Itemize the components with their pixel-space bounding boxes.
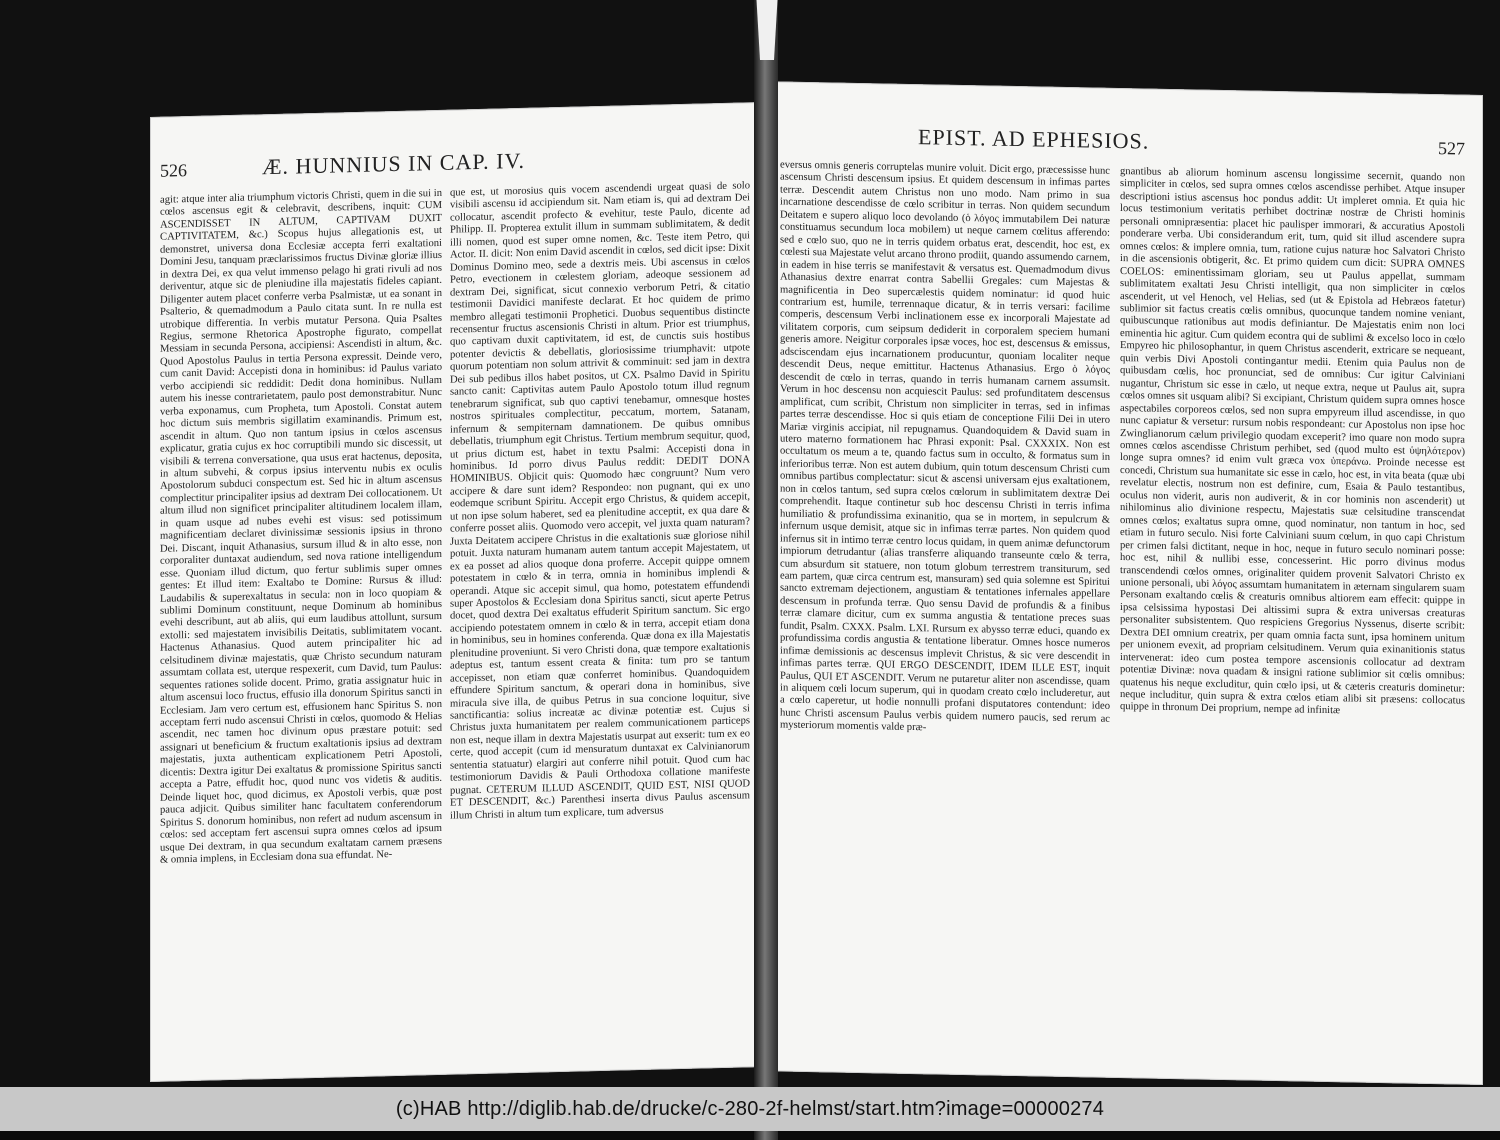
left-col1-text: agit: atque inter alia triumphum victoris Christi, quem in die sui in cœlos ascensus egit & celebravit, describens, inquit: CUM ASCENDISSET IN ALTUM, CAPTIVAM DUXIT CAPTIVITATEM, &c.) Scopus hujus allegationis est, ut demonstret, universa dona Ecclesiæ accepta ferri exaltationi Domini Jesu, tanquam præclarissimos fructus Divinæ gloriæ illius in dextra Dei, ex qua velut immenso pelago hi grati rivuli ad nos deriventur, atque sic de pleniudine illa majestatis fideles capiant. Diligenter autem placet conferre verba Psalmistæ, ut ea sonant in Psalterio, & quemadmodum a Paulo citata sunt. In re nulla est utrobique differentia. In verbis mutatur Persona. Quia Psaltes Regius, sermone Rhetorica Apostrophe figurato, compellat Messiam in secunda Persona, accipiensi: Ascendisti in altum, &c. Quod Apostolus Paulus in tertia Persona expressit. Deinde vero, cum canit David: Accepisti dona in hominibus: id Paulus variato verbo accipiendi sic reddidit: Dedit dona hominibus. Nullam autem his inesse contrarietatem, paulo post demonstrabitur. Nunc verba exponamus, cum Propheta, tum Apostoli. Constat autem hoc dictum suis membris sigillatim examinandis. Primum est, ascendit in altum. Quo non tantum ipsius in cœlos ascensus explicatur, gratia cujus ex hoc corruptibili mundo sic discessit, ut visibili & terrena conversatione, qua usus erat hactenus, deposita, in altum subvehi, & corpus ipsius interventu nubis ex oculis Apostolorum subduci conspectum est. Sed hic in altum ascensus complectitur principaliter ipsius ad dextram Dei collocationem. Ut altum illud non significet principaliter altitudinem localem illam, in quam usque ad nubes evehi est visus: sed potissimum magnificentiam declaret divinissimæ sessionis ipsius in throno Dei. Discant, inquit Athanasius, sursum illud & in alto esse, non corporaliter duntaxat audiendum, sed nova ratione intelligendum esse. Quoniam illud dictum, quo fertur sublimis super omnes gentes: Et illud item: Exaltabo te Domine: Rursus & illud: Laudabilis & superexaltatus in secula: non in loco quopiam & sublimi Dominum constituunt, neque Dominum ab hominibus evehi describunt, aut ab aliis, qui eum laudibus attollunt, sursum extolli: sed majestatem invisibilis Deitatis, sublimitatem vocant. Hactenus Athanasius. Quod autem principaliter hic ad celsitudinem divinæ majestatis, quæ Christo secundum naturam assumtam collata est, uterque respexerit, cum David, tum Paulus: sequentes rationes solide docent. Primo, gratia assignatur huic in altum ascensui loco fructus, effusio illa donorum Spiritus sancti in Ecclesiam. Jam vero certum est, effusionem hanc Spiritus S. non acceptam ferri nudo ascensui Christi in cœlos, quomodo & Helias ascendit, nec tamen hoc divinum opus præstare potuit: sed assignari ut beneficium & fructum exaltationis ipsius ad dextram majestatis, juxta authenticam explicationem Petri Apostoli, dicentis: Dextra igitur Dei exaltatus & promissione Spiritus sancti accepta a Patre, effudit hoc, quod nunc vos videtis & auditis. Deinde liquet hoc, quod dicimus, ex Apostoli verbis, quæ post pauca adjicit. Quibus similiter hanc facultatem conferendorum Spiritus S. donorum hominibus, non refert ad nudum ascensum in cœlos: sed acceptam fert ascensui supra omnes cœlos ad ipsum usque Dei dextram, in qua secundum exaltatam carnem præsens & omnia implens, in Ecclesiam dona sua effundat. Ne-: [160, 187, 442, 866]
right-page: [768, 81, 1483, 1085]
left-running-head: Æ. HUNNIUS IN CAP. IV.: [262, 147, 526, 180]
left-page-column-1: [160, 188, 442, 1065]
gutter-page-edge: [732, 0, 802, 60]
right-col1-text: eversus omnis generis corruptelas munire voluit. Dicit ergo, præcessisse hunc ascensum Christi descensum ipsius. Et quidem descensum in infimas partes terræ. Descendit autem Christus non uno modo. Nam primo in sua incarnatione descendisse de cœlo scribitur in terras. Non quidem secundum Deitatem e supero aliquo loco devolando (ὁ λόγος immutabilem Dei naturæ constituamus secundum loca mobilem) ut neque carnem cœlitus afferendo: sed e cœlo suo, quo ne in terris quidem orbatus erat, descendit, hoc est, ex cœlesti sua Majestate velut arcano throno prodiit, quando assumendo carnem, in eadem in hise terris se manifestavit & versatus est. Quemadmodum divus Athanasius dextre enarrat contra Sabellii Gregales: cum Majestas & magnificentia in Deo supercælestis quidem nominatur: id quod huic contrarium est, humile, terrennaque dicatur, & in terris versari: facilime comperis, descensum Verbi inclinationem esse ex incorporali Majestate ad vilitatem corporis, cum seipsum dediderit in corporalem speciem humani generis amore. Neigitur corporales ipsæ voces, hoc est, descensus & emissus, adsciscendam ejus incarnationem producuntur, quoniam localiter neque descendit Deus, neque emittitur. Hactenus Athanasius. Ergo ὁ λόγος descendit de cœlo in terras, quando in terris humanam carnem assumsit. Verum in hoc descensu non acquiescit Paulus: sed profunditatem descensus amplificat, cum scribit, Christum non simpliciter in terras, sed in infimas partes terræ descendisse. Hoc si quis etiam de conceptione Filii Dei in utero Mariæ virginis accipiat, nil repugnamus. Quandoquidem & David suam in utero materno formationem hac Phrasi exponit: Psal. CXXXIX. Non est occultatum os meum a te, quando factus sum in occulto, & formatus sum in inferioribus terræ. Non est autem dubium, quin totum descensum Christi cum omnibus partibus complectatur: sicut & ascensi universam ejus exaltationem, non in cœlos tantum, sed supra cœlos cœlorum in sublimitatem dextræ Dei comprehendit. Itaque continetur sub hoc descensu Christi in terris infima humiliatio & profundissima exinanitio, qua se in mortem, in sepulcrum & infernum usque demisit, atque sic in infimas terræ partes. Non quidem quod infernus sit in intimo terræ centro locus quidam, in quem animæ defunctorum impiorum detrudantur (alias transferre aliquando transeunte cœlo & terra, cum absurdum sit statuere, non totum globum terrestrem transiturum, sed eam partem, quæ circa centrum est, mansuram) sed quia solemne est Spiritui sancto extremam dejectionem, angustiam & tentationes infernales appellare descensum in profunda terræ. Quo sensu David de profundis & a finibus terræ clamare dicitur, cum ex summa angustia & tentatione preces suas fundit, Psalm. CXXX. Psalm. LXI. Rursum ex abysso terræ educi, quando ex profundissima cordis angustia & tentatione liberatur. Omnes hosce numeros infimæ demissionis ac descensus implevit Christus, & sic vere descendit in infimas partes terræ. QUI ERGO DESCENDIT, IDEM ILLE EST, inquit Paulus, QUI ET ASCENDIT. Verum ne putaretur aliter non ascendisse, quam in aliquem cœli locum superum, qui in quodam creato cœlo includeretur, aut a cœlo caperetur, ut hodie nonnulli profani disputatores contendunt: ideo hunc Christi ascensum Paulus verbis quidem numero paucis, sed rerum ac mysteriorum momentis valde præ-: [780, 159, 1110, 734]
left-page: [150, 102, 758, 1082]
book-gutter: [754, 0, 778, 1140]
open-book: [150, 95, 1490, 1085]
footer-source-text: (c)HAB http://diglib.hab.de/drucke/c-280-2f-helmst/start.htm?image=00000274: [395, 1097, 1105, 1120]
right-running-head: EPIST. AD EPHESIOS.: [918, 124, 1150, 154]
left-page-number: 526: [160, 160, 187, 181]
left-page-column-2: [450, 180, 750, 1057]
right-col2-text: gnantibus ab aliorum hominum ascensu longissime secernit, quando non simpliciter in cœlos, sed supra omnes cœlos ascendisse perhibet. Atque insuper descriptioni istius ascensus hoc pondus addit: Ut impleret omnia. Et quia hic locus testimonium veritatis perhibet doctrinæ nostræ de Christi hominis personali omnipræsentia: placet hic paulisper immorari, & accuratius Apostoli ponderare verba. Ubi considerandum erit, tum, quid sit illud ascendere supra omnes cœlos: & implere omnia, tum, ratione cujus naturæ hoc Salvatori Christo in die ascensionis obtigerit, &c. Et primo quidem cum dicit: SUPRA OMNES COELOS: eminentissimam gloriam, seu ut Paulus appellat, summam sublimitatem exaltati Jesu Christi intelligit, qua non simpliciter in cœlos ascenderit, ut vel Henoch, vel Helias, sed (ut & Epistola ad Hebræos fatetur) sublimior sit factus creatis cœlis omnibus, quocunque tandem nomine veniant, quibuscunque rationibus aut modis definiantur. De Majestatis enim non loci eminentia hic agitur. Cum quidem econtra qui de sublimi & excelso loco in cœlo Empyreo hic philosophantur, in quem Christus ascenderit, extricare se nequeant, quin verbis Divi Apostoli contingantur medii. Etenim quia Paulus non de quibusdam cœlis, hoc pronunciat, sed de omnibus: Cur igitur Calviniani nugantur, Christum sic esse in cælo, ut neque extra, neque ut Paulus ait, supra cœlos omnes sit usquam alibi? Si excipiant, Christum quidem supra omnes hosce aspectabiles corporeos cœlos, sed non supra empyreum illud ascendisse, in quo nunc capiatur & versetur: rursum nobis respondeant: cur Apostolus non ipse hoc Zwinglianorum cælum privilegio quodam exceperit? imo quare non modo supra omnes cœlos ascendisse Christum perhibet, sed (quod multo est ὑψηλότερον) longe supra omnes? id enim vult græca vox ὑπεράνω. Proinde necesse est concedi, Christum sua humanitate sic esse in cælo, hoc est, in vita beata (quæ ubi revelatur electis, nostrum non est definire, cum, Esaia & Paulo testantibus, oculus non viderit, auris non audiverit, & in cor hominis non ascenderit) ut nihilominus alio divinione respectu, Majestatis suæ celsitudine transcendat omnes cœlos; exaltatus supra omne, quod nominatur, non tantum in hoc, sed etiam in futuro seculo. Nisi forte Calviniani suum cœlum, in quo capi Christum per crimen falsi dictitant, neque in hoc, neque in futuro seculo nominari posse: hoc est, nihil & nullibi esse, concesserint. Hic porro divinus modus transcendendi cœlos omnes, originaliter quidem provenit Salvatori Christo ex unione personali, ubi λόγος assumtam humanitatem in æternam singularem suam Personam exaltando cœlis & creaturis omnibus altiorem eam effecit: quippe in ipsa celsissima hypostasi Dei altissimi supra & extra universas creaturas personaliter subsistentem. Quo respiciens Gregorius Nyssenus, diserte scribit: Dextra DEI omnium creatrix, per quam omnia facta sunt, ipsa hominem unitum per unionem evexit, ad propriam celsitudinem. Verum quia exinanitionis status intervenerat: ideo cum postea tempore ascensionis collocatur ad dextram potentiæ Divinæ: nova quadam & insigni ratione sublimior sit cœlis omnibus: quatenus his neque excluditur, quin cœlo ipsi, ut & cæteris creaturis dominetur: neque includitur, quin supra & extra cœlos etiam alibi sit præsens: collocatus quippe in thronum Dei proprium, nempe ad infinitæ: [1120, 166, 1465, 717]
copyright-footer: [0, 1087, 1500, 1131]
left-col2-text: que est, ut morosius quis vocem ascendendi urgeat quasi de solo visibili ascensu id accipiendum sit. Nam etiam is, qui ad dextram Dei collocatur, ascendit profecto & evehitur, teste Paulo, dicente ad Philipp. II. Propterea extulit illum in summam sublimitatem, & dedit illi nomen, quod est super omne nomen, &c. Teste item Petro, qui Actor. II. dicit: Non enim David ascendit in cœlos, sed dicit ipse: Dixit Dominus Domino meo, sede a dextris meis. Ubi ascensus in cœlos Petro, evectionem in cœlestem gloriam, adeoque sessionem ad dextram Dei, significat, sicut connexio verborum Petri, & citatio testimonii Davidici manifeste declarat. Et hoc quidem de primo membro allegati testimonii Prophetici. Duobus sequentibus distincte recensentur fructus ascensionis Christi in altum. Prior est triumphus, quo captivam duxit captivitatem, id est, de cunctis suis hostibus potenter devictis & debellatis, gloriosissime triumphavit: utpote quorum potentiam non solum attrivit & comminuit: sed jam in dextra Dei sub pedibus illos habet positos, ut CX. Psalmo David in Spiritu sancto canit: Captivitas autem Paulo Apostolo totum illud regnum tenebrarum significat, sub quo captivi tenebamur, omnesque hostes nostros spirituales complectitur, peccatum, mortem, Satanam, infernum & sempiternam damnationem. De quibus omnibus debellatis, triumphum egit Christus. Tertium membrum sequitur, quod, ut prius dictum est, habet in textu Psalmi: Accepisti dona in hominibus. Id porro divus Paulus reddit: DEDIT DONA HOMINIBUS. Objicit quis: Quomodo hæc congruunt? Num vero accipere & dare sunt idem? Respondeo: non pugnant, qui ex uno eodemque scribunt Spiritu. Accepit ergo Christus, & quidem accepit, ut non ipse solum haberet, sed ea plenitudine acceptit, ex qua dare & conferre posset aliis. Quomodo vero accepit, vel juxta quam naturam? Juxta Deitatem accipere Christus in die exaltationis suæ gloriose nihil potuit. Juxta naturam humanam autem tantum accepit Majestatem, ut ex ea posset ad alios quoque dona proferre. Accepit quippe omnem potestatem in cœlo & in terra, omnia in hominibus implendi & operandi. Atque sic accepit simul, qua homo, potestatem effundendi super Apostolos & Ecclesiam dona Spiritus sancti, sicut aperte Petrus docet, quod dextra Dei exaltatus effuderit Spiritum sanctum. Sic ergo accipiendo potestatem omnem in cœlo & in terra, accepit etiam dona in hominibus, seu in homines conferenda. Quæ dona ex illa Majestatis plenitudine proveniunt. Si vero Christi dona, quæ tempore exaltationis adeptus est, tantum essent creata & finita: tum pro se tantum accepisset, non etiam quæ conferret hominibus. Quandoquidem effundere Spiritum sanctum, & operari dona in hominibus, sive miracula sive illa, de quibus Petrus in sua concione loquitur, sive sanctificantia: solius increatæ ac divinæ potentiæ est. Cujus si Christus juxta humanitatem per realem communicationem particeps non est, neque illam in dextra Majestatis usurpat aut exserit: tum ex eo certe, quod accepit (cum id mensuratum duntaxat ex Calvinianorum sententia statuatur) elargiri aut conferre nihil potuit. Quod cum hac testimoniorum Davidis & Pauli Orthodoxa collatione manifeste pugnat. CETERUM ILLUD ASCENDIT, QUID EST, NISI QUOD ET DESCENDIT, &c.) Parenthesi inserta divus Paulus ascensum illum Christi in altum tum explicare, tum adversus: [450, 180, 750, 822]
right-page-column-1: [780, 160, 1110, 1056]
right-page-number: 527: [1438, 138, 1465, 159]
right-page-column-2: [1120, 166, 1465, 1063]
